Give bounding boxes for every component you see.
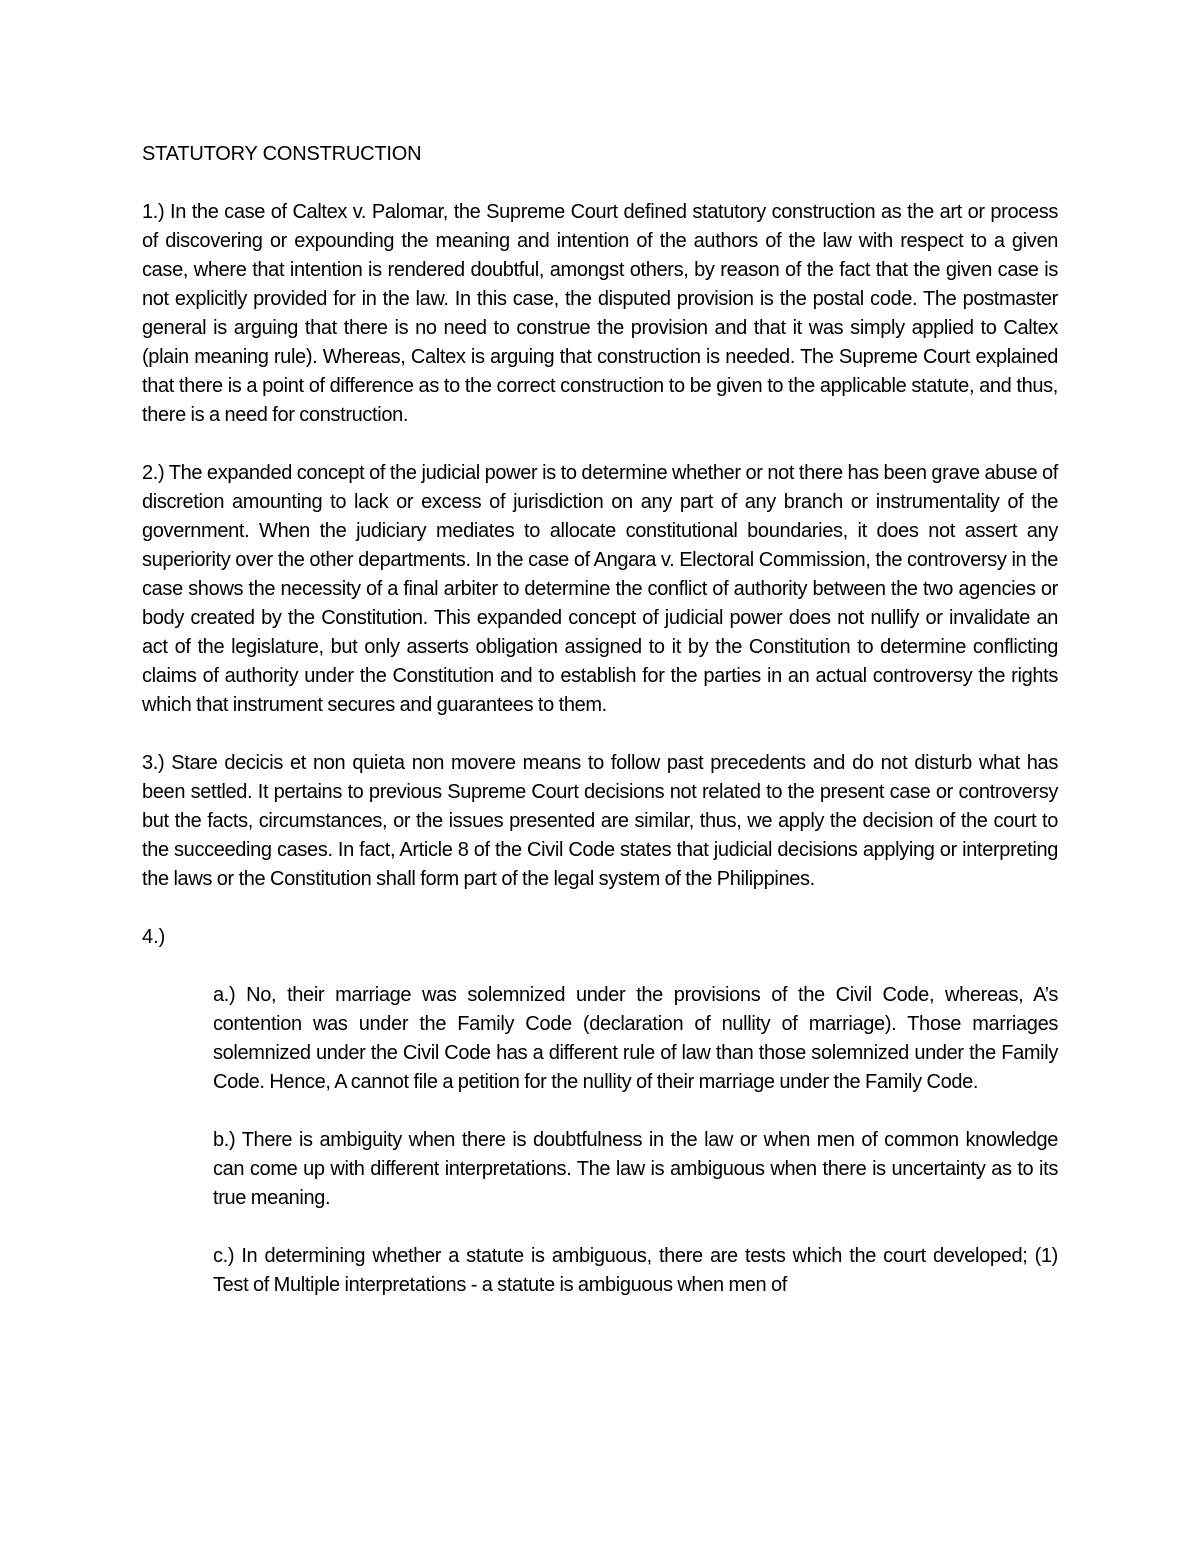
document-title: STATUTORY CONSTRUCTION <box>142 143 422 165</box>
paragraph-2: 2.) The expanded concept of the judicial power is to determine whether or not there has been grave abuse of discretion amounting to lack or excess of jurisdiction on any part of any branch or instrumentality of the government. When the judiciary mediates to allocate constitutional boundaries, it does not assert any superiority over the other departments. In the case of Angara v. Electoral Commission, the controversy in the case shows the necessity of a final arbiter to determine the conflict of authority between the two agencies or body created by the Constitution. This expanded concept of judicial power does not nullify or invalidate an act of the legislature, but only asserts obligation assigned to it by the Constitution to determine conflicting claims of authority under the Constitution and to establish for the parties in an actual controversy the rights which that instrument secures and guarantees to them. <box>142 462 1058 716</box>
document-body <box>142 140 1058 1300</box>
sub-item-c: c.) In determining whether a statute is ambiguous, there are tests which the court developed; (1) Test of Multiple interpretations - a statute is ambiguous when men of <box>213 1245 1058 1296</box>
sub-item-b: b.) There is ambiguity when there is doubtfulness in the law or when men of common knowledge can come up with different interpretations. The law is ambiguous when there is uncertainty as to its true meaning. <box>213 1129 1058 1209</box>
paragraph-4-number: 4.) <box>142 926 166 948</box>
sub-item-a: a.) No, their marriage was solemnized under the provisions of the Civil Code, whereas, A’s contention was under the Family Code (declaration of nullity of marriage). Those marriages solemnized under the Civil Code has a different rule of law than those solemnized under the Family Code. Hence, A cannot file a petition for the nullity of their marriage under the Family Code. <box>213 984 1058 1093</box>
paragraph-1: 1.) In the case of Caltex v. Palomar, the Supreme Court defined statutory construction as the art or process of discovering or expounding the meaning and intention of the authors of the law with respect to a given case, where that intention is rendered doubtful, amongst others, by reason of the fact that the given case is not explicitly provided for in the law. In this case, the disputed provision is the postal code. The postmaster general is arguing that there is no need to construe the provision and that it was simply applied to Caltex (plain meaning rule). Whereas, Caltex is arguing that construction is needed. The Supreme Court explained that there is a point of difference as to the correct construction to be given to the applicable statute, and thus, there is a need for construction. <box>142 201 1058 426</box>
paragraph-3: 3.) Stare decicis et non quieta non movere means to follow past precedents and do not disturb what has been settled. It pertains to previous Supreme Court decisions not related to the present case or controversy but the facts, circumstances, or the issues presented are similar, thus, we apply the decision of the court to the succeeding cases. In fact, Article 8 of the Civil Code states that judicial decisions applying or interpreting the laws or the Constitution shall form part of the legal system of the Philippines. <box>142 752 1058 890</box>
